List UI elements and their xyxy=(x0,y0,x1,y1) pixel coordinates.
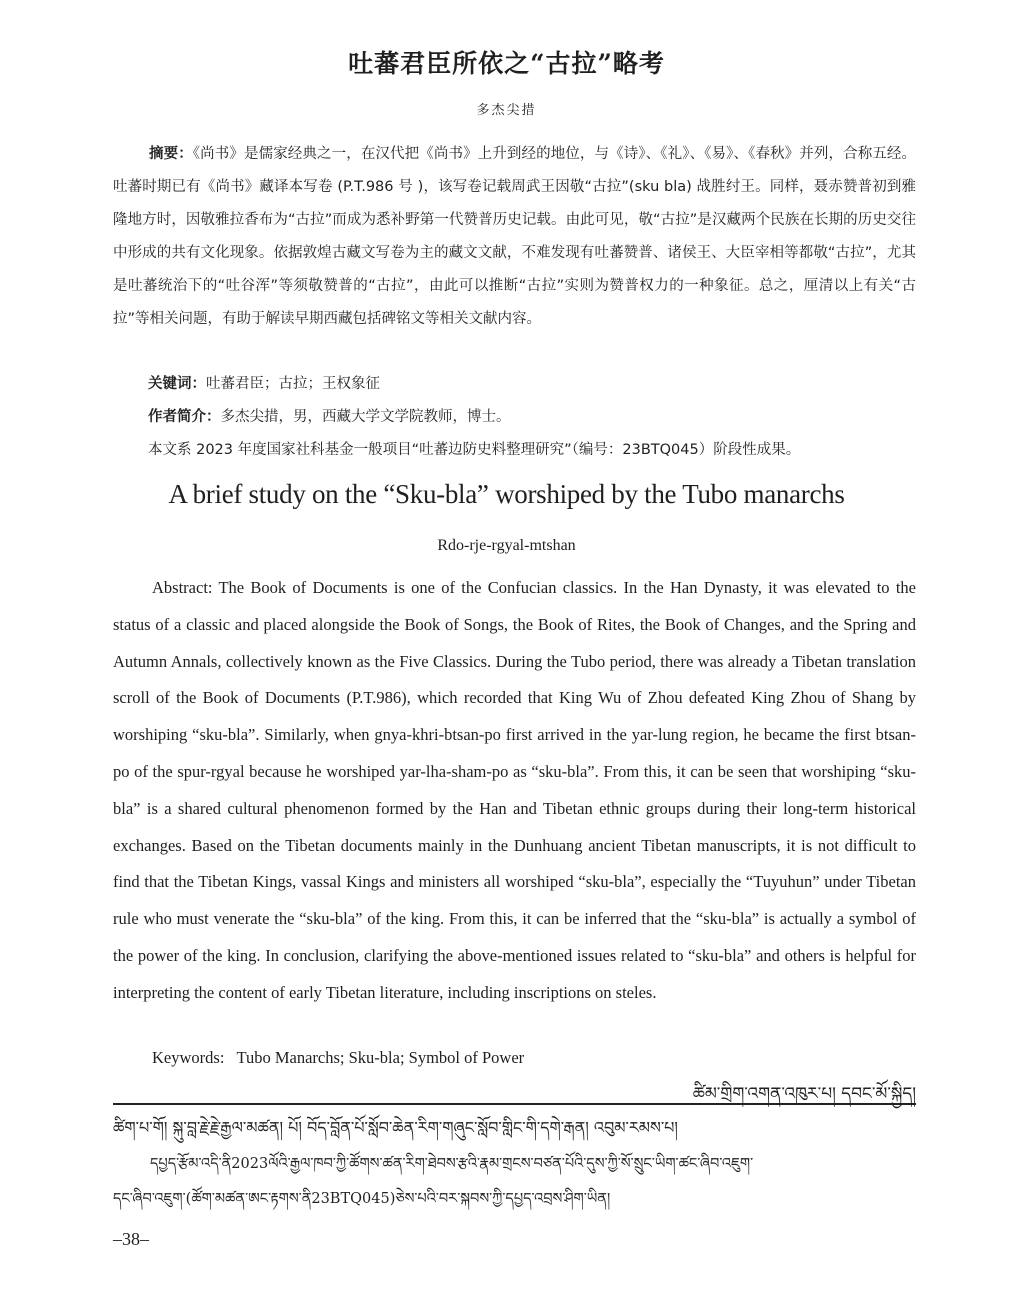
chinese-bio-text: 多杰尖措，男，西藏大学文学院教师，博士。 xyxy=(220,409,511,425)
tibetan-funding-line-1: དཔྱད་རྩོམ་འདི་ནི2023ལོའི་རྒྱལ་ཁབ་ཀྱི་ཚོགས་ཚན་རིག་ཐེབས་རྩའི་རྣམ་གྲངས་བཙན་པོའི་དུས་ཀྱི་སོ་སྲུང་ཡིག་ཚང་ཞིབ་འཇུག་ xyxy=(150,1156,754,1172)
chinese-abstract-label: 摘要： xyxy=(149,146,193,162)
english-keywords-text: Tubo Manarchs; Sku-bla; Symbol of Power xyxy=(236,1048,525,1067)
english-keywords-label: Keywords: xyxy=(152,1048,225,1067)
chinese-keywords-text: 吐蕃君臣；古拉；王权象征 xyxy=(206,376,380,392)
tibetan-section-title: ཚིམ་གྲིག་འགན་འཁུར་པ། དབང་མོ་སྐྱིད། xyxy=(692,1084,916,1104)
chinese-title: 吐蕃君臣所依之“古拉”略考 xyxy=(348,49,665,78)
tibetan-funding-line-2: དང་ཞིབ་འཇུག་(ཚོག་མཚན་ཨང་རྟགས་ནི23BTQ045)ཅེས་པའི་བར་སྐབས་ཀྱི་དཔྱད་འབྲས་ཤིག་ཡིན། xyxy=(113,1191,611,1207)
chinese-abstract-text: 《尚书》是儒家经典之一，在汉代把《尚书》上升到经的地位，与《诗》、《礼》、《易》、《春秋》并列，合称五经。吐蕃时期已有《尚书》藏译本写卷 (P.T.986 号 )，该写卷记载周武王因敬“古拉”(sku bla) 战胜纣王。同样，聂赤赞普初到雅隆地方时，因敬雅拉香布为“古拉”而成为悉补野第一代赞普历史记载。由此可见，敬“古拉”是汉藏两个民族在长期的历史交往中形成的共有文化现象。依据敦煌古藏文写卷为主的藏文文献，不难发现有吐蕃赞普、诸侯王、大臣宰相等都敬“古拉”，尤其是吐蕃统治下的“吐谷浑”等须敬赞普的“古拉”，由此可以推断“古拉”实则为赞普权力的一种象征。总之，厘清以上有关“古拉”等相关问题，有助于解读早期西藏包括碑铭文等相关文献内容。 xyxy=(113,146,917,327)
chinese-abstract xyxy=(113,138,916,336)
chinese-author: 多杰尖措 xyxy=(476,103,537,118)
english-abstract xyxy=(113,570,916,1012)
divider-rule xyxy=(113,1103,916,1105)
english-abstract-label: Abstract: xyxy=(152,578,213,597)
tibetan-keywords-line: ཚིག་པ་གོ། སྐུ་བླ་རྗེ་རྗེ་རྒྱལ་མཚན། པོ། བོད་བློན་པོ་སློབ་ཆེན་རིག་གཞུང་སློབ་གླིང་གི་དགེ་རྒན། འབུམ་རམས་པ། xyxy=(113,1118,678,1137)
english-author: Rdo-rje-rgyal-mtshan xyxy=(437,537,576,554)
chinese-keywords xyxy=(148,372,380,393)
english-abstract-text: The Book of Documents is one of the Confucian classics. In the Han Dynasty, it was elevated to the status of a classic and placed alongside the Book of Songs, the Book of Rites, the Book of Changes, and the Spring and Autumn Annals, collectively known as the Five Classics. During the Tubo period, there was already a Tibetan translation scroll of the Book of Documents (P.T.986), which recorded that King Wu of Zhou defeated King Zhou of Shang by worshiping “sku-bla”. Similarly, when gnya-khri-btsan-po first arrived in the yar-lung region, he became the first btsan-po of the spur-rgyal because he worshiped yar-lha-sham-po as “sku-bla”. From this, it can be seen that worshiping “sku-bla” is a shared cultural phenomenon formed by the Han and Tibetan ethnic groups during their long-term historical exchanges. Based on the Tibetan documents mainly in the Dunhuang ancient Tibetan manuscripts, it is not difficult to find that the Tibetan Kings, vassal Kings and ministers all worshiped “sku-bla”, especially the “Tuyuhun” under Tibetan rule who must venerate the “sku-bla” of the king. From this, it can be inferred that the “sku-bla” is actually a symbol of the power of the king. In conclusion, clarifying the above-mentioned issues related to “sku-bla” and others is helpful for interpreting the content of early Tibetan literature, including inscriptions on steles. xyxy=(113,578,916,1002)
chinese-author-bio xyxy=(148,405,511,426)
chinese-keywords-label: 关键词： xyxy=(148,376,206,392)
english-title: A brief study on the “Sku-bla” worshiped by the Tubo manarchs xyxy=(168,479,845,509)
english-keywords xyxy=(152,1048,524,1068)
chinese-funding-note: 本文系 2023 年度国家社科基金一般项目“吐蕃边防史料整理研究”（编号：23BTQ045）阶段性成果。 xyxy=(148,442,801,458)
chinese-bio-label: 作者简介： xyxy=(148,409,221,425)
page-number: –38– xyxy=(113,1229,149,1249)
